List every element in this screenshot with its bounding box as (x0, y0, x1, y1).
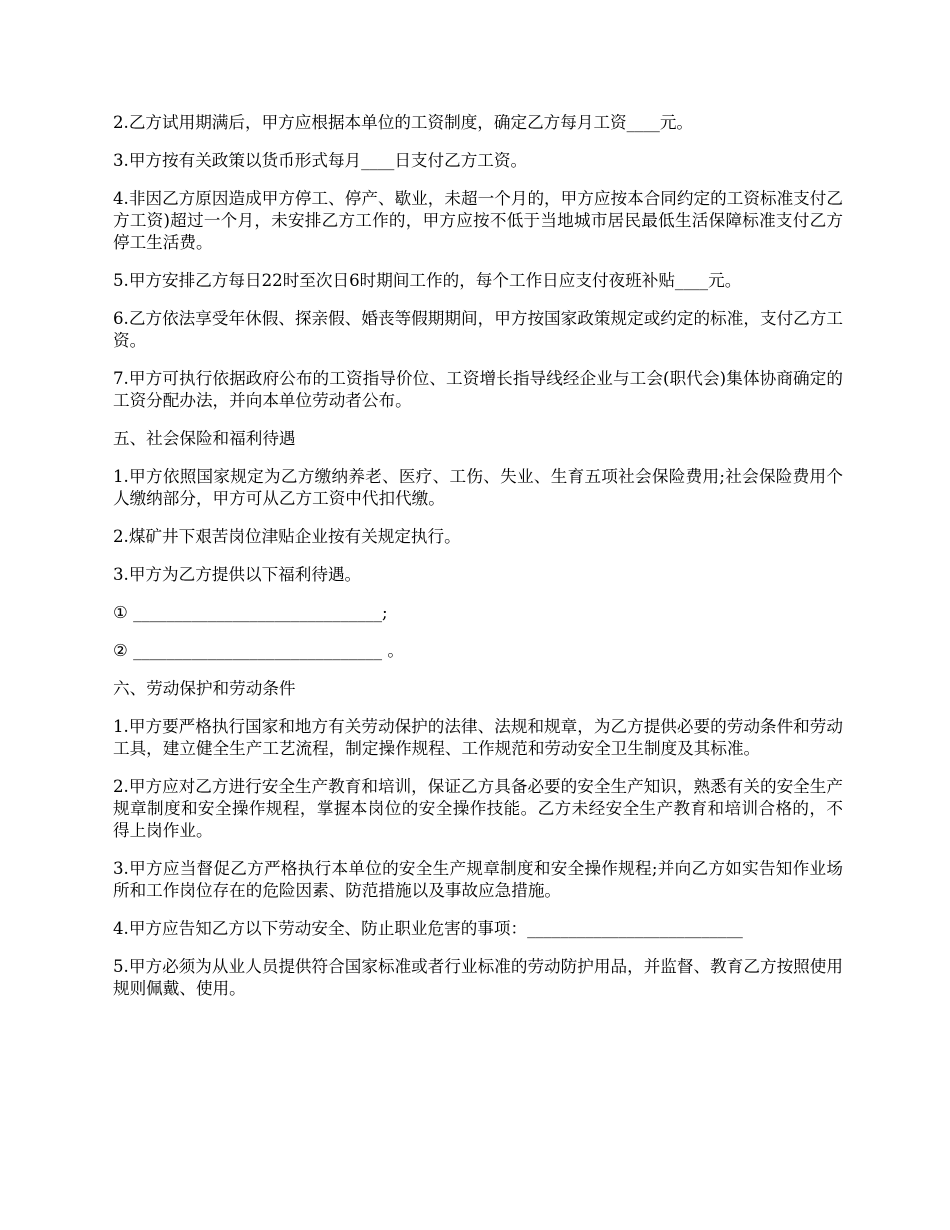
wage-clause-2: 2.乙方试用期满后，甲方应根据本单位的工资制度，确定乙方每月工资____元。 (113, 113, 694, 132)
wage-clause-5: 5.甲方安排乙方每日22时至次日6时期间工作的，每个工作日应支付夜班补贴____元。 (113, 271, 742, 290)
wage-clause-3: 3.甲方按有关政策以货币形式每月____日支付乙方工资。 (113, 151, 528, 170)
section-heading-social-insurance: 五、社会保险和福利待遇 (113, 429, 296, 448)
wage-clause-7: 7.甲方可执行依据政府公布的工资指导价位、工资增长指导线经企业与工会(职代会)集体协商确定的工资分配办法，并向本单位劳动者公布。 (113, 369, 843, 410)
section-heading-labor-protection: 六、劳动保护和劳动条件 (113, 679, 296, 698)
insurance-clause-1: 1.甲方依照国家规定为乙方缴纳养老、医疗、工伤、失业、生育五项社会保险费用;社会保险费用个人缴纳部分，甲方可从乙方工资中代扣代缴。 (113, 467, 843, 508)
protection-clause-1: 1.甲方要严格执行国家和地方有关劳动保护的法律、法规和规章，为乙方提供必要的劳动条件和劳动工具，建立健全生产工艺流程，制定操作规程、工作规范和劳动安全卫生制度及其标准。 (113, 717, 843, 758)
protection-clause-2: 2.甲方应对乙方进行安全生产教育和培训，保证乙方具备必要的安全生产知识，熟悉有关的安全生产规章制度和安全操作规程，掌握本岗位的安全操作技能。乙方未经安全生产教育和培训合格的，不得上岗作业。 (113, 777, 843, 840)
document-page (113, 112, 843, 1016)
wage-clause-4: 4.非因乙方原因造成甲方停工、停产、歇业，未超一个月的，甲方应按本合同约定的工资标准支付乙方工资)超过一个月，未安排乙方工作的，甲方应按不低于当地城市居民最低生活保障标准支付乙方停工生活费。 (113, 189, 843, 252)
insurance-clause-2: 2.煤矿井下艰苦岗位津贴企业按有关规定执行。 (113, 527, 461, 546)
welfare-item-1: ① ______________________________; (113, 603, 388, 622)
insurance-clause-3: 3.甲方为乙方提供以下福利待遇。 (113, 565, 362, 584)
wage-clause-6: 6.乙方依法享受年休假、探亲假、婚丧等假期期间，甲方按国家政策规定或约定的标准，支付乙方工资。 (113, 309, 843, 350)
protection-clause-4: 4.甲方应告知乙方以下劳动安全、防止职业危害的事项：__________________________ (113, 919, 743, 938)
protection-clause-5: 5.甲方必须为从业人员提供符合国家标准或者行业标准的劳动防护用品，并监督、教育乙方按照使用规则佩戴、使用。 (113, 957, 843, 998)
welfare-item-2: ② ______________________________ 。 (113, 641, 404, 660)
protection-clause-3: 3.甲方应当督促乙方严格执行本单位的安全生产规章制度和安全操作规程;并向乙方如实告知作业场所和工作岗位存在的危险因素、防范措施以及事故应急措施。 (113, 859, 843, 900)
